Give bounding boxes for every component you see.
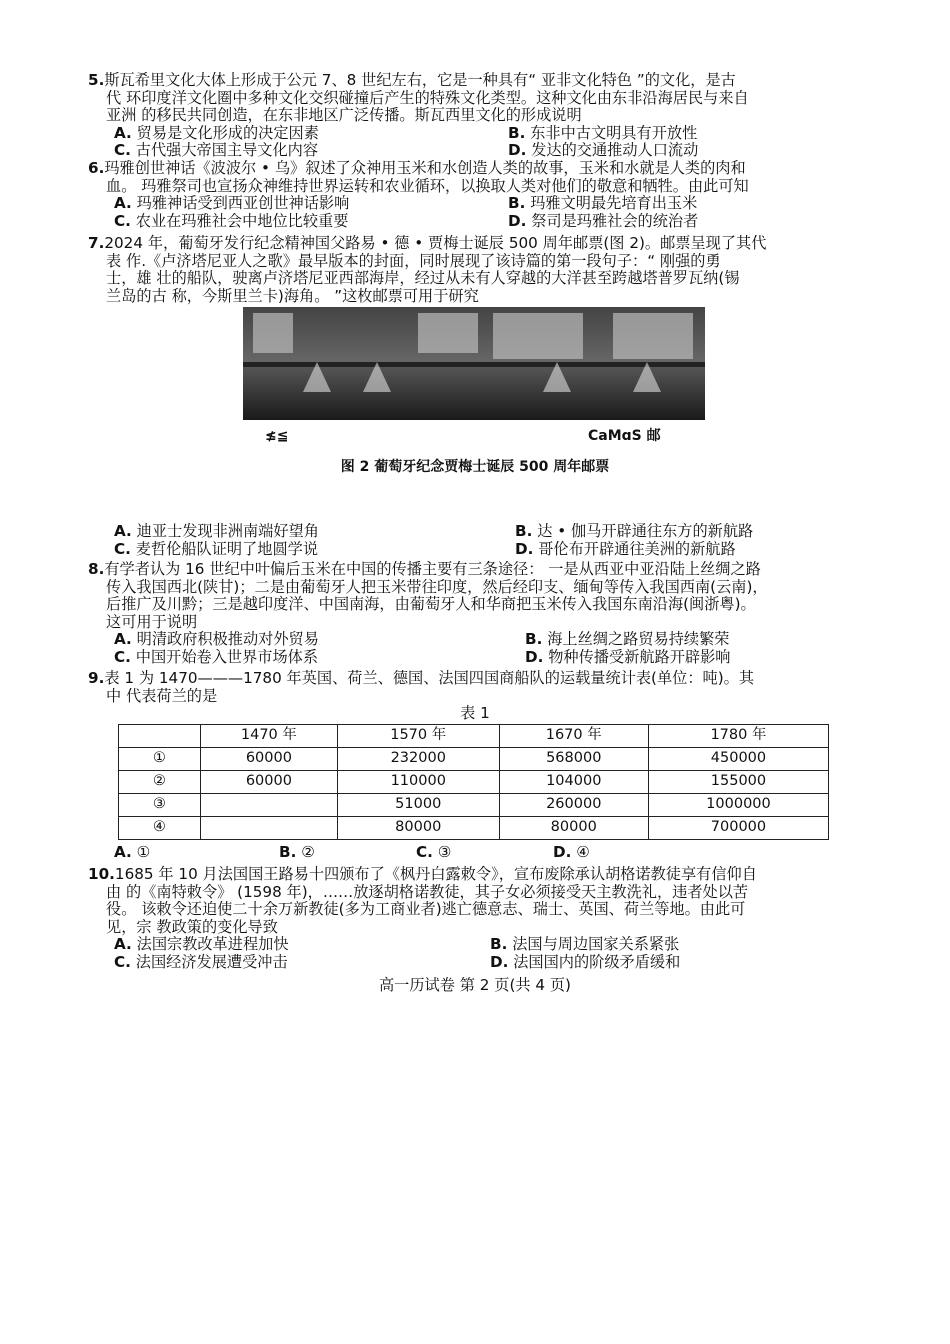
shipping-table xyxy=(118,724,829,840)
question-6 xyxy=(88,160,863,230)
option-c[interactable]: C. ③ xyxy=(416,843,452,861)
question-number: 9. xyxy=(88,669,105,687)
option-c[interactable]: C. 古代强大帝国主导文化内容 xyxy=(114,141,318,159)
option-d[interactable]: D. 法国国内的阶级矛盾缓和 xyxy=(490,952,681,971)
options-row xyxy=(88,195,863,213)
table-cell: 568000 xyxy=(499,748,648,771)
option-d[interactable]: D. 哥伦布开辟通往美洲的新航路 xyxy=(515,539,736,558)
table-cell: 51000 xyxy=(337,794,499,817)
options-row xyxy=(88,631,863,649)
figure-caption: 图 2 葡萄牙纪念贾梅士诞辰 500 周年邮票 xyxy=(340,459,610,475)
question-9-options xyxy=(88,844,863,862)
table-row xyxy=(119,794,829,817)
table-header-row xyxy=(119,725,829,748)
option-a[interactable]: A. 法国宗教改革进程加快 xyxy=(114,935,289,953)
option-c[interactable]: C. 麦哲伦船队证明了地圆学说 xyxy=(114,539,318,558)
question-text-line: 代 环印度洋文化圈中多种文化交织碰撞后产生的特殊文化类型。这种文化由东非沿海居民与来自 xyxy=(106,88,749,107)
table-header-cell: 1470 年 xyxy=(200,725,337,748)
options-row xyxy=(88,541,863,559)
question-number: 8. xyxy=(88,560,105,578)
options-row xyxy=(88,649,863,667)
options-row xyxy=(88,954,863,972)
table-row xyxy=(119,817,829,840)
table-caption: 表 1 xyxy=(460,704,490,722)
table-cell: ② xyxy=(119,771,201,794)
question-number: 7. xyxy=(88,234,105,252)
table-cell: 232000 xyxy=(337,748,499,771)
table-cell: 260000 xyxy=(499,794,648,817)
table-cell: 80000 xyxy=(499,817,648,840)
options-row xyxy=(88,844,863,862)
table-cell: ④ xyxy=(119,817,201,840)
table-cell: ③ xyxy=(119,794,201,817)
option-a[interactable]: A. 明清政府积极推动对外贸易 xyxy=(114,630,319,648)
table-cell xyxy=(200,817,337,840)
options-row xyxy=(88,213,863,231)
table-cell: 155000 xyxy=(648,771,828,794)
stamp-mark-left: ≰≦ xyxy=(265,428,289,444)
question-9 xyxy=(88,670,863,705)
table-header-cell: 1670 年 xyxy=(499,725,648,748)
table-row xyxy=(119,771,829,794)
options-row xyxy=(88,936,863,954)
table-cell xyxy=(200,794,337,817)
table-cell: 700000 xyxy=(648,817,828,840)
question-text-line: 后推广及川黔；三是越印度洋、中国南海，由葡萄牙人和华商把玉米传入我国东南沿海(闽浙粤)。 xyxy=(106,595,756,613)
question-text-line: 中 代表荷兰的是 xyxy=(106,686,218,705)
question-text-line: 亚洲 的移民共同创造，在东非地区广泛传播。斯瓦西里文化的形成说明 xyxy=(106,106,582,124)
option-d[interactable]: D. 发达的交通推动人口流动 xyxy=(508,141,699,159)
question-text-line: 玛雅创世神话《波波尔 • 乌》叙述了众神用玉米和水创造人类的故事，玉米和水就是人类的肉和 xyxy=(104,159,746,177)
table-header-cell xyxy=(119,725,201,748)
stamp-mark-right: CaMɑS 邮 xyxy=(588,428,661,444)
question-text-line: 见，宗 教政策的变化导致 xyxy=(106,917,278,936)
question-text-line: 1685 年 10 月法国国王路易十四颁布了《枫丹白露敕令》，宣布废除承认胡格诺教徒享有信仰自 xyxy=(114,865,757,883)
option-a[interactable]: A. 迪亚士发现非洲南端好望角 xyxy=(114,522,319,540)
question-text-line: 这可用于说明 xyxy=(106,612,198,631)
table-row xyxy=(119,748,829,771)
question-text-line: 役。 该敕令还迫使二十余万新教徒(多为工商业者)逃亡德意志、瑞士、英国、荷兰等地。由此可 xyxy=(106,900,746,918)
option-b[interactable]: B. 东非中古文明具有开放性 xyxy=(508,123,698,142)
table-header-cell: 1780 年 xyxy=(648,725,828,748)
question-text-line: 表 作.《卢济塔尼亚人之歌》最早版本的封面，同时展现了该诗篇的第一段句子：“ 刚强的勇 xyxy=(106,251,721,270)
table-cell: ① xyxy=(119,748,201,771)
question-number: 10. xyxy=(88,865,115,883)
table-cell: 1000000 xyxy=(648,794,828,817)
question-text-line: 斯瓦希里文化大体上形成于公元 7、8 世纪左右，它是一种具有“ 亚非文化特色 ”的文化，是古 xyxy=(104,71,736,89)
question-text-line: 2024 年，葡萄牙发行纪念精神国父路易 • 德 • 贾梅士诞辰 500 周年邮票(图 2)。邮票呈现了其代 xyxy=(104,234,767,252)
option-c[interactable]: C. 农业在玛雅社会中地位比较重要 xyxy=(114,211,349,230)
option-b[interactable]: B. 海上丝绸之路贸易持续繁荣 xyxy=(525,630,730,648)
option-d[interactable]: D. 祭司是玛雅社会的统治者 xyxy=(508,211,699,230)
option-b[interactable]: B. 达 • 伽马开辟通往东方的新航路 xyxy=(515,522,754,540)
option-c[interactable]: C. 中国开始卷入世界市场体系 xyxy=(114,647,318,666)
table-cell: 104000 xyxy=(499,771,648,794)
table-cell: 60000 xyxy=(200,771,337,794)
option-b[interactable]: B. 玛雅文明最先培育出玉米 xyxy=(508,194,698,212)
question-text-line: 士，雄 壮的船队，驶离卢济塔尼亚西部海岸，经过从未有人穿越的大洋甚至跨越塔普罗瓦纳(锡 xyxy=(106,269,740,287)
table-cell: 110000 xyxy=(337,771,499,794)
option-a[interactable]: A. ① xyxy=(114,843,151,861)
question-10 xyxy=(88,866,863,971)
question-text-line: 由 的《南特敕令》 (1598 年)，……放逐胡格诺教徒，其子女必须接受天主教洗礼，违者处以苦 xyxy=(106,882,749,901)
question-5 xyxy=(88,72,863,160)
table-cell: 60000 xyxy=(200,748,337,771)
stamp-image xyxy=(243,307,705,420)
option-d[interactable]: D. 物种传播受新航路开辟影响 xyxy=(525,647,731,666)
question-8 xyxy=(88,561,863,666)
question-number: 6. xyxy=(88,159,105,177)
option-d[interactable]: D. ④ xyxy=(553,843,590,861)
option-a[interactable]: A. 玛雅神话受到西亚创世神话影响 xyxy=(114,194,350,212)
question-text-line: 兰岛的古 称，今斯里兰卡)海角。 ”这枚邮票可用于研究 xyxy=(106,286,479,305)
table-cell: 450000 xyxy=(648,748,828,771)
table-cell: 80000 xyxy=(337,817,499,840)
option-b[interactable]: B. ② xyxy=(279,843,315,861)
question-text-line: 血。 玛雅祭司也宣扬众神维持世界运转和农业循环，以换取人类对他们的敬意和牺牲。由此可知 xyxy=(106,176,749,195)
stamp-strip xyxy=(243,420,705,450)
options-row xyxy=(88,125,863,143)
question-7 xyxy=(88,235,863,305)
question-7-options xyxy=(88,523,863,558)
question-number: 5. xyxy=(88,71,105,89)
option-a[interactable]: A. 贸易是文化形成的决定因素 xyxy=(114,123,319,142)
question-text-line: 表 1 为 1470———1780 年英国、荷兰、德国、法国四国商船队的运载量统计表(单位：吨)。其 xyxy=(104,669,755,687)
question-text-line: 有学者认为 16 世纪中叶偏后玉米在中国的传播主要有三条途径： 一是从西亚中亚沿陆上丝绸之路 xyxy=(104,560,761,578)
table-header-cell: 1570 年 xyxy=(337,725,499,748)
option-c[interactable]: C. 法国经济发展遭受冲击 xyxy=(114,952,288,971)
options-row xyxy=(88,523,863,541)
page-footer: 高一历试卷 第 2 页(共 4 页) xyxy=(378,976,571,994)
question-text-line: 传入我国西北(陕甘)；二是由葡萄牙人把玉米带往印度，然后经印支、缅甸等传入我国西南(云南)， xyxy=(106,577,768,596)
options-row xyxy=(88,142,863,160)
option-b[interactable]: B. 法国与周边国家关系紧张 xyxy=(490,935,680,953)
